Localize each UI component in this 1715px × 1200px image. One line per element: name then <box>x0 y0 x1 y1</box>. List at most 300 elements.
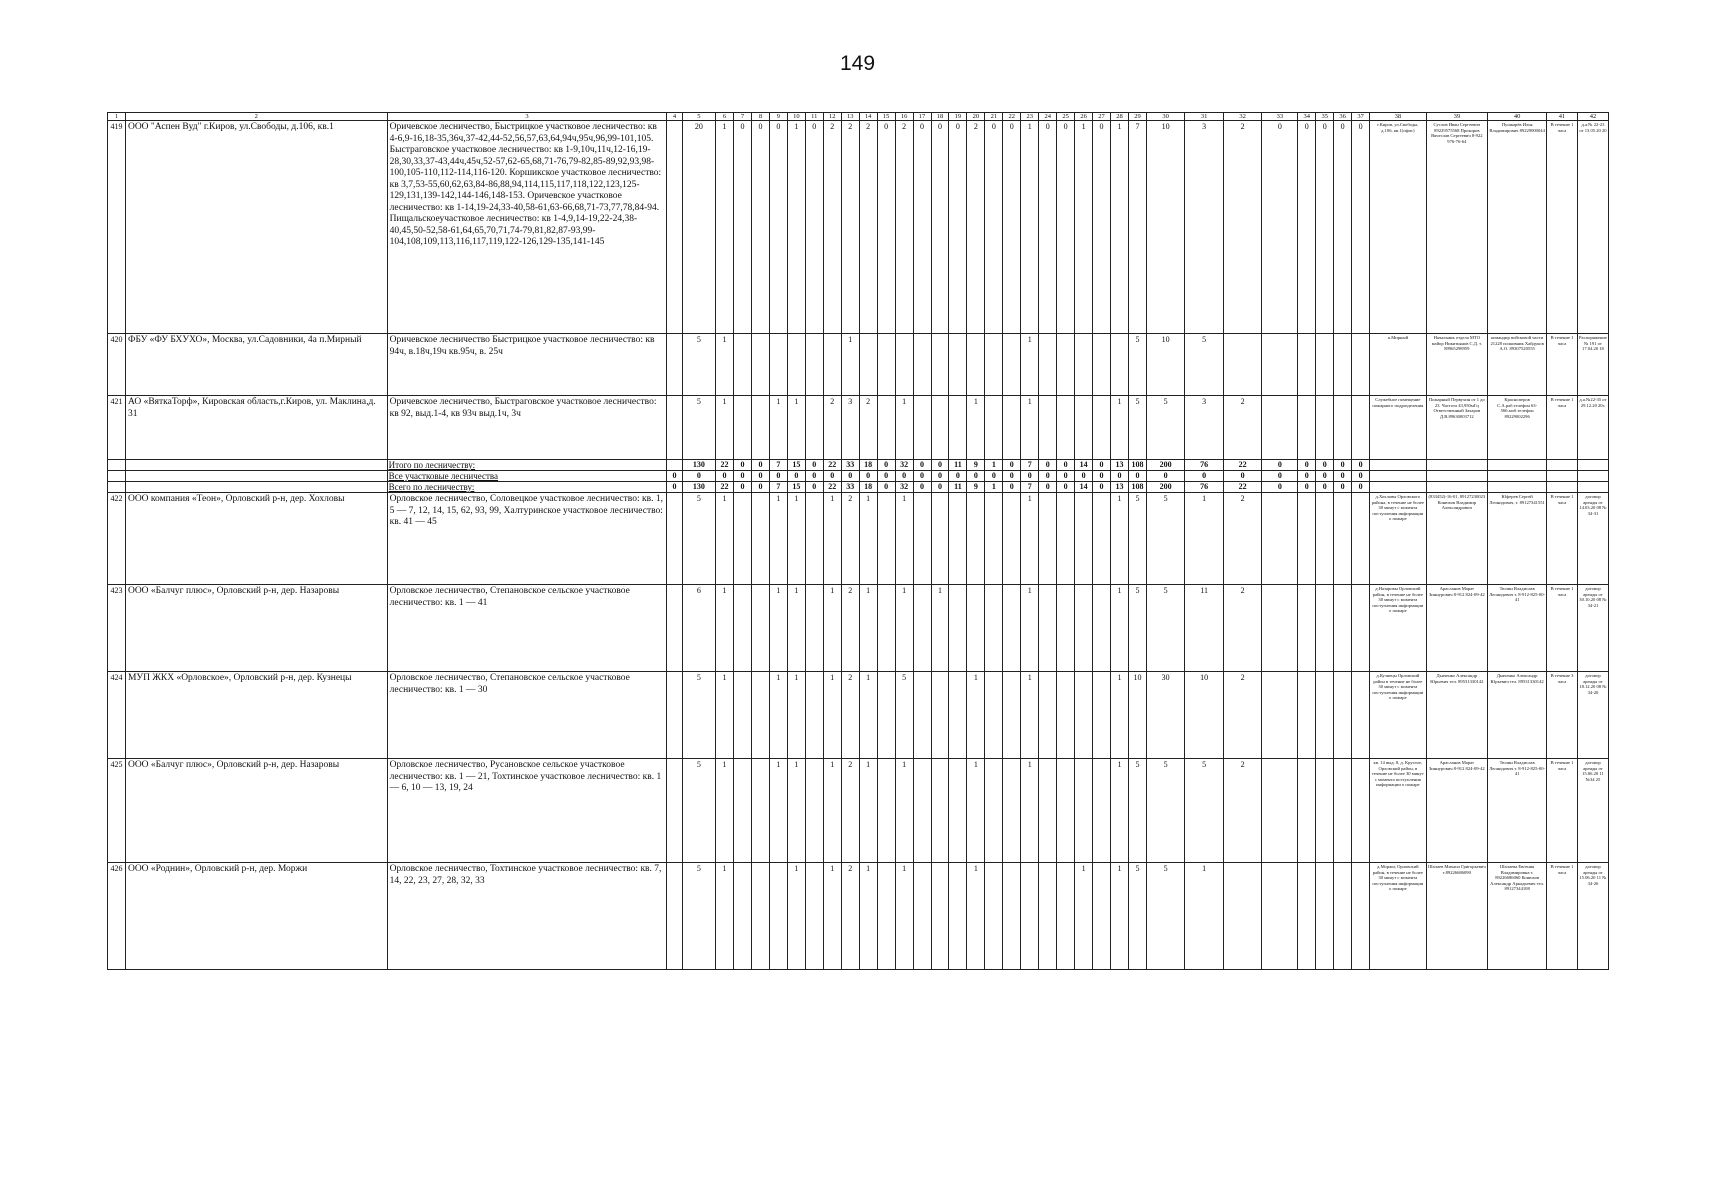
count-cell <box>1057 672 1075 759</box>
summary-value-cell: 0 <box>1316 460 1334 471</box>
summary-value-cell: 7 <box>1021 460 1039 471</box>
count-cell <box>667 585 682 672</box>
head-contact-cell: командир войсковой части 21228 полковник Хайдуков А.О. 89307520555 <box>1488 334 1547 396</box>
count-cell <box>985 493 1003 585</box>
count-cell: 2 <box>841 863 859 970</box>
count-cell: 1 <box>1021 396 1039 460</box>
count-cell <box>913 672 931 759</box>
response-time-cell: В течение 1 часа <box>1547 493 1578 585</box>
count-cell <box>1093 334 1111 396</box>
count-cell: 1 <box>1111 396 1129 460</box>
count-cell: 1 <box>895 759 913 863</box>
count-cell: 2 <box>967 121 985 334</box>
count-cell <box>1223 334 1261 396</box>
count-cell <box>949 863 967 970</box>
count-cell <box>1075 585 1093 672</box>
summary-value-cell: 0 <box>1128 471 1146 482</box>
record-number-cell: 419 <box>108 121 126 334</box>
count-cell <box>931 672 949 759</box>
count-cell <box>1316 493 1334 585</box>
responsible-contact-cell: Начальник отдела МТО майор Никитьянов С.Д. т. 89965298959 <box>1426 334 1488 396</box>
document-cell: договор аренды от 15.06.20 11 №34 25 <box>1577 759 1608 863</box>
document-cell: договор аренды от 30.10.20 08 № 34-21 <box>1577 585 1608 672</box>
summary-value-cell: 0 <box>1093 482 1111 493</box>
count-cell: 5 <box>1128 493 1146 585</box>
summary-value-cell: 32 <box>895 482 913 493</box>
summary-value-cell: 0 <box>1185 471 1223 482</box>
location-cell: д.Моржи, Орловский район, в течение не более 30 минут с момента поступления информации о пожаре <box>1370 863 1426 970</box>
summary-blank-cell <box>1426 482 1488 493</box>
count-cell: 5 <box>1146 396 1184 460</box>
count-cell: 1 <box>895 863 913 970</box>
summary-value-cell: 0 <box>1039 471 1057 482</box>
responsible-contact-cell: Арасланов Марат Зиннурович 8-912 824-09-42 <box>1426 585 1488 672</box>
count-cell <box>667 121 682 334</box>
count-cell <box>985 334 1003 396</box>
summary-value-cell: 0 <box>1352 482 1370 493</box>
column-number-cell: 21 <box>985 113 1003 121</box>
document-cell: договор аренды от 14.03.20 08 № 34-31 <box>1577 493 1608 585</box>
count-cell: 1 <box>1111 493 1129 585</box>
response-time-cell: В течение 1 часа <box>1547 585 1578 672</box>
count-cell <box>1039 334 1057 396</box>
summary-blank-cell <box>108 482 126 493</box>
count-cell: 0 <box>1334 121 1352 334</box>
summary-value-cell: 15 <box>787 482 805 493</box>
count-cell <box>1057 585 1075 672</box>
count-cell <box>1075 759 1093 863</box>
count-cell: 1 <box>787 672 805 759</box>
count-cell: 1 <box>1021 334 1039 396</box>
count-cell: 1 <box>1185 493 1223 585</box>
summary-value-cell: 0 <box>1146 471 1184 482</box>
head-contact-cell: Пушкарёв Илья Владимирович 89229000044 <box>1488 121 1547 334</box>
count-cell: 5 <box>1128 759 1146 863</box>
response-time-cell: В течение 1 часа <box>1547 334 1578 396</box>
forestry-cell: Орловское лесничество, Тохтинское участковое лесничество: кв. 7, 14, 22, 23, 27, 28, 32, 33 <box>387 863 667 970</box>
count-cell <box>949 334 967 396</box>
count-cell: 1 <box>967 396 985 460</box>
summary-value-cell: 0 <box>1039 460 1057 471</box>
count-cell: 3 <box>841 396 859 460</box>
forestry-cell: Орловское лесничество, Русановское сельское участковое лесничество: кв. 1 — 21, Тохтинское участковое лесничество: кв. 1 — 6, 10 — 13, 19, 24 <box>387 759 667 863</box>
summary-value-cell: 0 <box>1057 471 1075 482</box>
count-cell <box>805 493 823 585</box>
count-cell <box>1316 396 1334 460</box>
count-cell <box>1021 863 1039 970</box>
count-cell <box>1075 396 1093 460</box>
location-cell: д.Хохловы Орловского района, в течение не более 30 минут с момента поступления информации о пожаре <box>1370 493 1426 585</box>
summary-value-cell: 0 <box>1262 460 1298 471</box>
count-cell <box>913 493 931 585</box>
count-cell <box>667 334 682 396</box>
summary-value-cell: 22 <box>716 482 734 493</box>
summary-value-cell: 0 <box>1334 482 1352 493</box>
organization-cell: ООО «Роднин», Орловский р-н, дер. Моржи <box>125 863 387 970</box>
summary-value-cell: 76 <box>1185 482 1223 493</box>
organization-cell: ООО «Балчуг плюс», Орловский р-н, дер. Назаровы <box>125 759 387 863</box>
column-number-cell: 16 <box>895 113 913 121</box>
count-cell: 0 <box>1039 121 1057 334</box>
summary-value-cell: 0 <box>751 482 769 493</box>
count-cell: 1 <box>895 585 913 672</box>
count-cell <box>1262 672 1298 759</box>
count-cell: 2 <box>895 121 913 334</box>
column-number-cell: 13 <box>841 113 859 121</box>
forestry-cell: Оричевское лесничество, Быстраговское участковое лесничество: кв 92, выд.1-4, кв 93ч выд.1ч, 3ч <box>387 396 667 460</box>
summary-value-cell: 0 <box>1093 471 1111 482</box>
summary-value-cell: 0 <box>805 482 823 493</box>
count-cell: 1 <box>787 396 805 460</box>
count-cell: 5 <box>1128 334 1146 396</box>
count-cell: 1 <box>1111 121 1129 334</box>
count-cell <box>877 334 895 396</box>
count-cell: 30 <box>1146 672 1184 759</box>
count-cell: 1 <box>716 759 734 863</box>
forestry-table-sheet <box>107 112 1609 970</box>
summary-label-cell: Всего по лесничеству: <box>387 482 667 493</box>
summary-value-cell: 0 <box>895 471 913 482</box>
responsible-contact-cell: Арасланов Марат Зиннурович 8-912 824-09-42 <box>1426 759 1488 863</box>
count-cell: 1 <box>967 759 985 863</box>
count-cell <box>931 759 949 863</box>
count-cell <box>1298 672 1316 759</box>
location-cell: п.Мирный <box>1370 334 1426 396</box>
count-cell <box>734 585 752 672</box>
column-number-cell: 10 <box>787 113 805 121</box>
count-cell <box>1111 334 1129 396</box>
summary-value-cell: 0 <box>823 471 841 482</box>
count-cell <box>751 585 769 672</box>
summary-value-cell: 0 <box>1262 471 1298 482</box>
count-cell <box>967 585 985 672</box>
summary-blank-cell <box>125 471 387 482</box>
column-number-cell: 38 <box>1370 113 1426 121</box>
count-cell <box>805 585 823 672</box>
count-cell: 1 <box>859 863 877 970</box>
document-cell: договор аренды от 18.12.20 08 № 34-20 <box>1577 672 1608 759</box>
column-number-cell: 36 <box>1334 113 1352 121</box>
summary-blank-cell <box>1547 471 1578 482</box>
location-cell: Служебное помещение пожарного подразделения <box>1370 396 1426 460</box>
count-cell <box>1003 396 1021 460</box>
count-cell: 1 <box>823 863 841 970</box>
organization-cell: ООО компания «Теон», Орловский р-н, дер. Хохловы <box>125 493 387 585</box>
summary-value-cell: 0 <box>931 482 949 493</box>
summary-value-cell: 0 <box>734 482 752 493</box>
count-cell: 1 <box>1185 863 1223 970</box>
count-cell: 10 <box>1128 672 1146 759</box>
summary-value-cell: 22 <box>1223 460 1261 471</box>
column-number-cell: 27 <box>1093 113 1111 121</box>
count-cell: 1 <box>823 585 841 672</box>
count-cell <box>1003 493 1021 585</box>
count-cell <box>1334 759 1352 863</box>
column-number-cell: 9 <box>769 113 787 121</box>
summary-value-cell: 0 <box>877 460 895 471</box>
column-number-cell: 17 <box>913 113 931 121</box>
organization-cell: ООО "Аспен Вуд" г.Киров, ул.Свободы, д.106, кв.1 <box>125 121 387 334</box>
count-cell: 5 <box>1128 585 1146 672</box>
column-number-cell: 18 <box>931 113 949 121</box>
head-contact-cell: Юферев Сергей Леонидович, т. 89127341551 <box>1488 493 1547 585</box>
count-cell <box>1298 585 1316 672</box>
count-cell: 7 <box>1128 121 1146 334</box>
count-cell <box>1039 672 1057 759</box>
forestry-table <box>107 112 1609 970</box>
summary-blank-cell <box>1426 460 1488 471</box>
count-cell <box>787 334 805 396</box>
summary-value-cell: 0 <box>949 471 967 482</box>
count-cell: 1 <box>1021 121 1039 334</box>
count-cell <box>667 672 682 759</box>
column-number-cell: 30 <box>1146 113 1184 121</box>
count-cell <box>1262 334 1298 396</box>
count-cell: 1 <box>1111 672 1129 759</box>
header-number-row <box>108 113 1609 121</box>
count-cell <box>805 759 823 863</box>
summary-value-cell: 33 <box>841 482 859 493</box>
count-cell: 1 <box>787 759 805 863</box>
summary-value-cell: 0 <box>734 471 752 482</box>
record-number-cell: 422 <box>108 493 126 585</box>
responsible-contact-cell: (833452)-16-01, 89127230023 Конюхов Владимир Александрович <box>1426 493 1488 585</box>
count-cell <box>667 863 682 970</box>
summary-value-cell: 0 <box>667 482 682 493</box>
summary-value-cell: 0 <box>877 482 895 493</box>
summary-value-cell: 33 <box>841 460 859 471</box>
summary-value-cell: 0 <box>913 482 931 493</box>
summary-value-cell: 0 <box>805 460 823 471</box>
count-cell <box>667 493 682 585</box>
count-cell: 2 <box>823 396 841 460</box>
count-cell: 2 <box>1223 121 1261 334</box>
count-cell: 1 <box>769 396 787 460</box>
count-cell: 5 <box>1128 863 1146 970</box>
count-cell: 1 <box>859 585 877 672</box>
summary-value-cell: 1 <box>985 482 1003 493</box>
location-cell: д.Назаровы Орловский район, в течение не более 30 минут с момента поступления информации о пожаре <box>1370 585 1426 672</box>
count-cell: 1 <box>787 493 805 585</box>
summary-value-cell: 18 <box>859 460 877 471</box>
summary-row <box>108 471 1609 482</box>
count-cell: 1 <box>716 493 734 585</box>
table-row <box>108 759 1609 863</box>
forestry-cell: Оричевское лесничество Быстрицкое участковое лесничество: кв 94ч, в.18ч,19ч кв.95ч, в. 25ч <box>387 334 667 396</box>
count-cell: 1 <box>859 493 877 585</box>
count-cell: 1 <box>1021 585 1039 672</box>
summary-value-cell: 0 <box>1316 471 1334 482</box>
count-cell: 0 <box>1298 121 1316 334</box>
count-cell: 5 <box>682 493 715 585</box>
count-cell <box>769 863 787 970</box>
count-cell: 5 <box>895 672 913 759</box>
summary-value-cell: 22 <box>823 482 841 493</box>
summary-label-cell: Итого по лесничеству: <box>387 460 667 471</box>
column-number-cell: 19 <box>949 113 967 121</box>
count-cell <box>751 672 769 759</box>
count-cell: 0 <box>1262 121 1298 334</box>
summary-value-cell: 0 <box>1334 460 1352 471</box>
count-cell <box>1262 585 1298 672</box>
count-cell: 1 <box>716 396 734 460</box>
count-cell: 1 <box>1021 493 1039 585</box>
document-cell: д.а.№ 22-23 от 13.05.20 20 <box>1577 121 1608 334</box>
summary-value-cell: 11 <box>949 482 967 493</box>
summary-blank-cell <box>108 460 126 471</box>
count-cell <box>949 585 967 672</box>
summary-value-cell: 76 <box>1185 460 1223 471</box>
count-cell <box>751 863 769 970</box>
count-cell: 0 <box>1352 121 1370 334</box>
count-cell: 0 <box>877 121 895 334</box>
summary-value-cell: 0 <box>734 460 752 471</box>
column-number-cell: 11 <box>805 113 823 121</box>
count-cell <box>1003 585 1021 672</box>
count-cell: 1 <box>787 863 805 970</box>
count-cell <box>1262 493 1298 585</box>
table-row <box>108 396 1609 460</box>
count-cell: 2 <box>1223 493 1261 585</box>
responsible-contact-cell: Суслов Иван Сергеевич 89229575568 Прокоров Вячеслав Сергеевич 8-922 976-76-64 <box>1426 121 1488 334</box>
count-cell: 0 <box>1316 121 1334 334</box>
count-cell <box>985 585 1003 672</box>
organization-cell: МУП ЖКХ «Орловское», Орловский р-н, дер. Кузнецы <box>125 672 387 759</box>
record-number-cell: 425 <box>108 759 126 863</box>
count-cell: 1 <box>841 334 859 396</box>
count-cell: 5 <box>682 334 715 396</box>
summary-value-cell: 0 <box>913 460 931 471</box>
count-cell: 0 <box>913 121 931 334</box>
summary-value-cell: 22 <box>1223 482 1261 493</box>
count-cell: 5 <box>1146 585 1184 672</box>
summary-value-cell: 0 <box>1352 460 1370 471</box>
summary-value-cell: 0 <box>787 471 805 482</box>
column-number-cell: 28 <box>1111 113 1129 121</box>
count-cell: 2 <box>841 759 859 863</box>
count-cell: 1 <box>931 585 949 672</box>
summary-value-cell: 130 <box>682 460 715 471</box>
organization-cell: ООО «Балчуг плюс», Орловский р-н, дер. Назаровы <box>125 585 387 672</box>
column-number-cell: 39 <box>1426 113 1488 121</box>
count-cell <box>877 863 895 970</box>
record-number-cell: 424 <box>108 672 126 759</box>
column-number-cell: 2 <box>125 113 387 121</box>
summary-blank-cell <box>1577 471 1608 482</box>
count-cell <box>1316 863 1334 970</box>
summary-value-cell: 22 <box>823 460 841 471</box>
count-cell <box>949 493 967 585</box>
column-number-cell: 15 <box>877 113 895 121</box>
count-cell <box>967 493 985 585</box>
count-cell: 0 <box>734 121 752 334</box>
count-cell: 2 <box>1223 585 1261 672</box>
summary-value-cell: 14 <box>1075 482 1093 493</box>
count-cell: 1 <box>1075 863 1093 970</box>
summary-value-cell: 0 <box>769 471 787 482</box>
summary-value-cell: 22 <box>716 460 734 471</box>
count-cell: 2 <box>841 121 859 334</box>
count-cell <box>667 759 682 863</box>
count-cell <box>1093 493 1111 585</box>
summary-value-cell: 0 <box>1057 460 1075 471</box>
count-cell <box>1003 672 1021 759</box>
count-cell: 5 <box>682 759 715 863</box>
summary-value-cell: 0 <box>1298 460 1316 471</box>
count-cell: 1 <box>823 672 841 759</box>
count-cell <box>1334 493 1352 585</box>
count-cell: 1 <box>1111 585 1129 672</box>
column-number-cell: 24 <box>1039 113 1057 121</box>
summary-value-cell: 0 <box>805 471 823 482</box>
summary-value-cell: 0 <box>1039 482 1057 493</box>
record-number-cell: 423 <box>108 585 126 672</box>
column-number-cell: 20 <box>967 113 985 121</box>
count-cell <box>1003 759 1021 863</box>
summary-value-cell: 0 <box>967 471 985 482</box>
count-cell: 1 <box>967 863 985 970</box>
count-cell: 1 <box>1021 672 1039 759</box>
count-cell: 0 <box>1003 121 1021 334</box>
count-cell <box>734 863 752 970</box>
count-cell: 1 <box>716 121 734 334</box>
summary-value-cell: 0 <box>1021 471 1039 482</box>
summary-value-cell: 0 <box>1334 471 1352 482</box>
organization-cell: ФБУ «ФУ БХУХО», Москва, ул.Садовники, 4а п.Мирный <box>125 334 387 396</box>
count-cell: 1 <box>1111 863 1129 970</box>
count-cell: 1 <box>716 863 734 970</box>
count-cell: 1 <box>823 493 841 585</box>
column-number-cell: 4 <box>667 113 682 121</box>
count-cell: 2 <box>841 585 859 672</box>
summary-blank-cell <box>1370 482 1426 493</box>
count-cell <box>1057 396 1075 460</box>
head-contact-cell: Шалаева Евгения Владимировна т. 89226686060 Конюхов Александр Аркадьевич тел. 89127344108 <box>1488 863 1547 970</box>
summary-value-cell: 32 <box>895 460 913 471</box>
column-number-cell: 1 <box>108 113 126 121</box>
summary-value-cell: 0 <box>1075 471 1093 482</box>
summary-value-cell: 108 <box>1128 482 1146 493</box>
count-cell <box>877 759 895 863</box>
count-cell: 1 <box>769 493 787 585</box>
column-number-cell: 42 <box>1577 113 1608 121</box>
count-cell <box>751 396 769 460</box>
count-cell <box>949 396 967 460</box>
table-row <box>108 863 1609 970</box>
count-cell <box>805 672 823 759</box>
count-cell <box>1093 863 1111 970</box>
count-cell: 5 <box>1185 759 1223 863</box>
count-cell <box>1039 585 1057 672</box>
column-number-cell: 22 <box>1003 113 1021 121</box>
summary-row <box>108 482 1609 493</box>
summary-value-cell: 0 <box>1298 471 1316 482</box>
count-cell <box>1298 863 1316 970</box>
count-cell: 1 <box>769 672 787 759</box>
summary-blank-cell <box>1370 460 1426 471</box>
location-cell: г.Киров, ул.Свободы, д.106, кв.1(офис) <box>1370 121 1426 334</box>
count-cell: 0 <box>1057 121 1075 334</box>
count-cell: 2 <box>1223 672 1261 759</box>
summary-value-cell: 0 <box>751 460 769 471</box>
summary-value-cell: 0 <box>931 460 949 471</box>
count-cell: 2 <box>841 493 859 585</box>
summary-value-cell: 0 <box>1057 482 1075 493</box>
table-row <box>108 493 1609 585</box>
count-cell <box>913 759 931 863</box>
count-cell <box>1075 493 1093 585</box>
count-cell <box>1057 863 1075 970</box>
